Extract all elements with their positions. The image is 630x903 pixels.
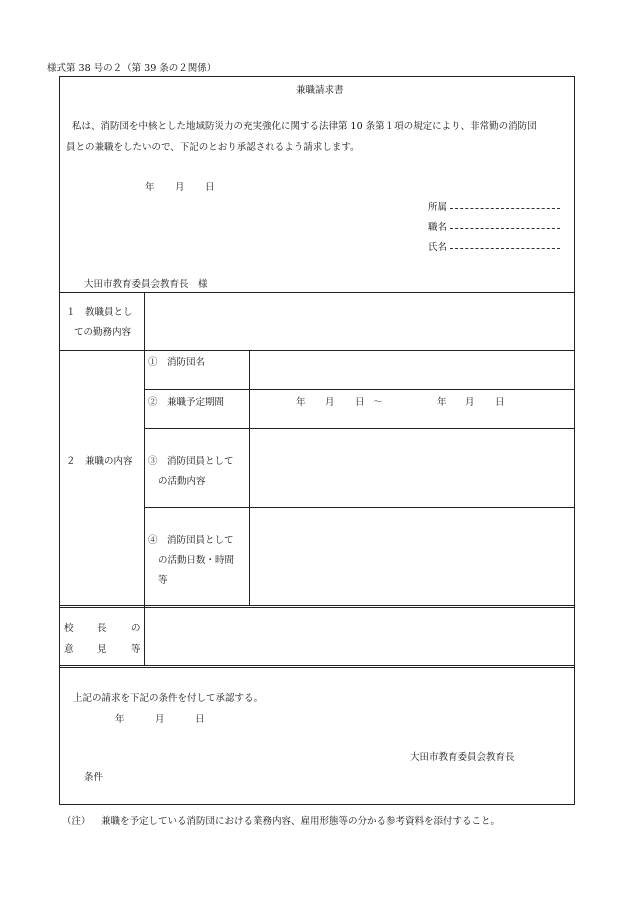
item3-line1: ③ 消防団員として xyxy=(148,456,234,467)
period-from-month: 月 xyxy=(325,397,335,408)
period-to-day: 日 xyxy=(495,397,505,408)
section2-label: ２ 兼職の内容 xyxy=(66,456,133,467)
section1-label-line2: ての勤務内容 xyxy=(74,327,132,338)
period-from-day: 日 xyxy=(355,397,365,408)
principal-label-char: の xyxy=(131,623,141,634)
table-column-divider xyxy=(249,350,250,605)
section1-label-line1: １ 教職員とし xyxy=(66,307,133,318)
fire-brigade-name-field[interactable] xyxy=(251,352,573,388)
approval-year-label: 年 xyxy=(115,714,125,725)
table-divider xyxy=(144,389,575,390)
table-divider xyxy=(59,605,575,606)
position-field[interactable] xyxy=(450,228,560,229)
activity-content-field[interactable] xyxy=(251,430,573,506)
principal-label-char: 見 xyxy=(97,644,107,655)
principal-label-char: 等 xyxy=(131,644,141,655)
table-divider xyxy=(59,607,575,608)
item4-line1: ④ 消防団員として xyxy=(148,535,234,546)
period-to-month: 月 xyxy=(465,397,475,408)
principal-label-char: 長 xyxy=(97,623,107,634)
date-day-label: 日 xyxy=(205,182,215,193)
item2-period-label: ② 兼職予定期間 xyxy=(148,397,225,408)
table-column-divider xyxy=(144,607,145,665)
principal-label-char: 意 xyxy=(64,644,74,655)
work-content-field[interactable] xyxy=(146,294,574,349)
table-divider xyxy=(144,428,575,429)
principal-opinion-field[interactable] xyxy=(146,609,574,664)
note-text: 兼職を予定している消防団における業務内容、雇用形態等の分かる参考資料を添付すること。 xyxy=(101,816,501,827)
form-reference: 様式第 38 号の２（第 39 条の２関係） xyxy=(47,63,217,74)
date-year-label: 年 xyxy=(145,182,155,193)
period-from-year: 年 xyxy=(296,397,306,408)
principal-label-char: 校 xyxy=(64,623,74,634)
table-column-divider xyxy=(144,292,145,607)
approver: 大田市教育委員会教育長 xyxy=(410,752,515,763)
approval-text: 上記の請求を下記の条件を付して承認する。 xyxy=(73,693,264,704)
request-text-line2: 員との兼職をしたいので、下記のとおり承認されるよう請求します。 xyxy=(66,142,360,153)
position-label: 職名 xyxy=(428,222,448,233)
conditions-field[interactable] xyxy=(110,765,572,801)
table-divider xyxy=(59,665,575,666)
approval-day-label: 日 xyxy=(195,714,205,725)
table-divider xyxy=(59,292,575,293)
item4-line2: の活動日数・時間 xyxy=(158,555,235,566)
activity-days-hours-field[interactable] xyxy=(251,509,573,604)
name-field[interactable] xyxy=(450,248,560,249)
item3-line2: の活動内容 xyxy=(158,476,206,487)
date-month-label: 月 xyxy=(175,182,185,193)
name-label: 氏名 xyxy=(428,242,448,253)
item1-fire-brigade-name-label: ① 消防団名 xyxy=(148,357,206,368)
request-text-line1: 私は、消防団を中核とした地域防災力の充実強化に関する法律第 10 条第１項の規定により、非常勤の消防団 xyxy=(72,121,537,132)
affiliation-label: 所属 xyxy=(428,202,448,213)
addressee: 大田市教育委員会教育長 様 xyxy=(84,279,208,290)
form-title: 兼職請求書 xyxy=(296,85,344,96)
period-to-year: 年 xyxy=(437,397,447,408)
affiliation-field[interactable] xyxy=(450,208,560,209)
table-divider xyxy=(144,507,575,508)
item4-line3: 等 xyxy=(158,575,168,586)
table-divider xyxy=(59,350,575,351)
note-mark: （注） xyxy=(62,816,91,827)
table-divider xyxy=(59,667,575,668)
conditions-label: 条件 xyxy=(84,772,104,783)
period-tilde: ～ xyxy=(373,397,383,408)
approval-month-label: 月 xyxy=(155,714,165,725)
